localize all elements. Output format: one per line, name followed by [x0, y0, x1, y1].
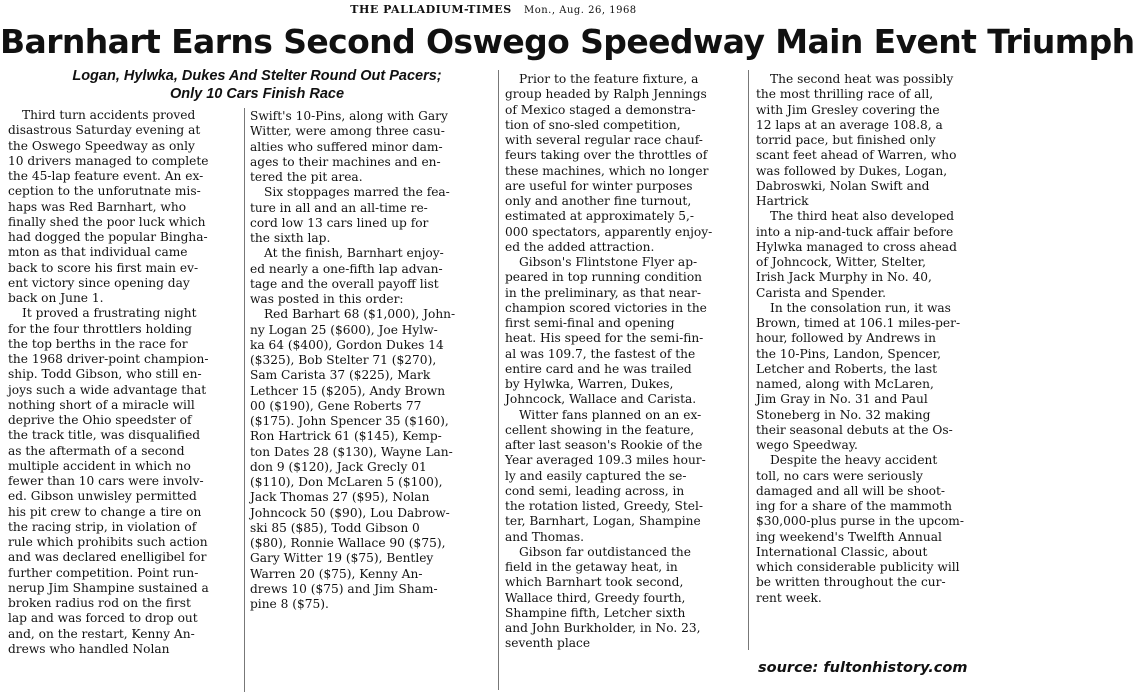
article-column-3: [505, 72, 742, 687]
source-credit: source: fultonhistory.com: [758, 660, 968, 676]
paragraph: Prior to the feature fixture, a group headed by Ralph Jennings of Mexico staged a demonstra- tion of sno-sled competition, with several regular race chauf- feurs taking over the throttles of these machines, which no longer are useful for winter purposes only and another fine turnout, estimated at approximately 5,- 000 spectators, apparently enjoy- ed the added attraction.: [505, 72, 713, 254]
paragraph: Swift's 10-Pins, along with Gary Witter, were among three casu- alties who suffered minor dam- ages to their machines and en- tered the pit area.: [250, 109, 448, 184]
paragraph: At the finish, Barnhart enjoy- ed nearly a one-fifth lap advan- tage and the overall payoff list was posted in this order:: [250, 246, 444, 306]
paragraph: Third turn accidents proved disastrous Saturday evening at the Oswego Speedway as only 10 drivers managed to complete the 45-lap feature event. An ex- ception to the unforutnate mis- haps was Red Barnhart, who finally shed the poor luck which had dogged the popular Bingha- mton as that individual came back to score his first main ev- ent victory since opening day back on June 1.: [8, 108, 209, 305]
column-rule: [748, 70, 749, 650]
headline: Barnhart Earns Second Oswego Speedway Main Event Triumph: [0, 22, 1135, 61]
subheadline: [22, 67, 492, 103]
column-rule: [244, 108, 245, 692]
paragraph: The second heat was possibly the most thrilling race of all, with Jim Gresley covering the 12 laps at an average 108.8, a torrid pace, but finished only scant feet ahead of Warren, who was followed by Dukes, Logan, Dabroswki, Nolan Swift and Hartrick: [756, 72, 957, 208]
article-column-2: [250, 109, 490, 679]
masthead: [0, 3, 987, 19]
article-column-4: [756, 72, 982, 642]
paragraph: Red Barhart 68 ($1,000), John- ny Logan 25 ($600), Joe Hylw- ka 64 ($400), Gordon Dukes 14 ($325), Bob Stelter 71 ($270), Sam Carista 37 ($225), Mark Lethcer 15 ($205), Andy Brown 00 ($190), Gene Roberts 77 ($175). John Spencer 35 ($160), Ron Hartrick 61 ($145), Kemp- ton Dates 28 ($130), Wayne Lan- don 9 ($120), Jack Grecly 01 ($110), Don McLaren 5 ($100), Jack Thomas 27 ($95), Nolan Johncock 50 ($90), Lou Dabrow- ski 85 ($85), Todd Gibson 0 ($80), Ronnie Wallace 90 ($75), Gary Witter 19 ($75), Bentley Warren 20 ($75), Kenny An- drews 10 ($75) and Jim Sham- pine 8 ($75).: [250, 307, 456, 611]
paragraph: Gibson far outdistanced the field in the getaway heat, in which Barnhart took second, Wallace third, Greedy fourth, Shampine fifth, Letcher sixth and John Burkholder, in No. 23, seventh place: [505, 544, 701, 651]
paragraph: It proved a frustrating night for the four throttlers holding the top berths in the race for the 1968 driver-point champion- ship. Todd Gibson, who still en- joys such a wide advantage that nothing short of a miracle will deprive the Ohio speedster of the track title, was disqualified as the aftermath of a second multiple accident in which no fewer than 10 cars were involv- ed. Gibson unwisley permitted his pit crew to change a tire on the racing strip, in violation of rule which prohibits such action and was declared enelligibel for further competition. Point run- nerup Jim Shampine sustained a broken radius rod on the first lap and was forced to drop out and, on the restart, Kenny An- drews who handled Nolan: [8, 306, 209, 656]
article-column-1: [8, 108, 240, 692]
newspaper-name: THE PALLADIUM-TIMES: [350, 3, 512, 16]
paragraph: In the consolation run, it was Brown, timed at 106.1 miles-per- hour, followed by Andrews in the 10-Pins, Landon, Spencer, Letcher and Roberts, the last named, along with McLaren, Jim Gray in No. 31 and Paul Stoneberg in No. 32 making their seasonal debuts at the Os- wego Speedway.: [756, 300, 961, 452]
paragraph: Despite the heavy accident toll, no cars were seriously damaged and all will be shoot- ing for a share of the mammoth $30,000-plus purse in the upcom- ing weekend's Twelfth Annual International Classic, about which considerable publicity will be written throughout the cur- rent week.: [756, 453, 964, 605]
paragraph: Gibson's Flintstone Flyer ap- peared in top running condition in the preliminary, as that near- champion scored victories in the first semi-final and opening heat. His speed for the semi-fin- al was 109.7, the fastest of the entire card and he was trailed by Hylwka, Warren, Dukes, Johncock, Wallace and Carista.: [505, 255, 707, 407]
paragraph: Six stoppages marred the fea- ture in all and an all-time re- cord low 13 cars lined up for the sixth lap.: [250, 185, 450, 245]
issue-date: Mon., Aug. 26, 1968: [523, 5, 637, 16]
paragraph: Witter fans planned on an ex- cellent showing in the feature, after last season's Rookie of the Year averaged 109.3 miles hour- ly and easily captured the se- cond semi, leading across, in the rotation listed, Greedy, Stel- ter, Barnhart, Logan, Shampine and Thomas.: [505, 407, 706, 544]
column-rule: [498, 70, 499, 690]
subheadline-text: Logan, Hylwka, Dukes And Stelter Round Out Pacers; Only 10 Cars Finish Race: [72, 68, 442, 102]
paragraph: The third heat also developed into a nip-and-tuck affair before Hylwka managed to cross ahead of Johncock, Witter, Stelter, Irish Jack Murphy in No. 40, Carista and Spender.: [756, 209, 957, 300]
